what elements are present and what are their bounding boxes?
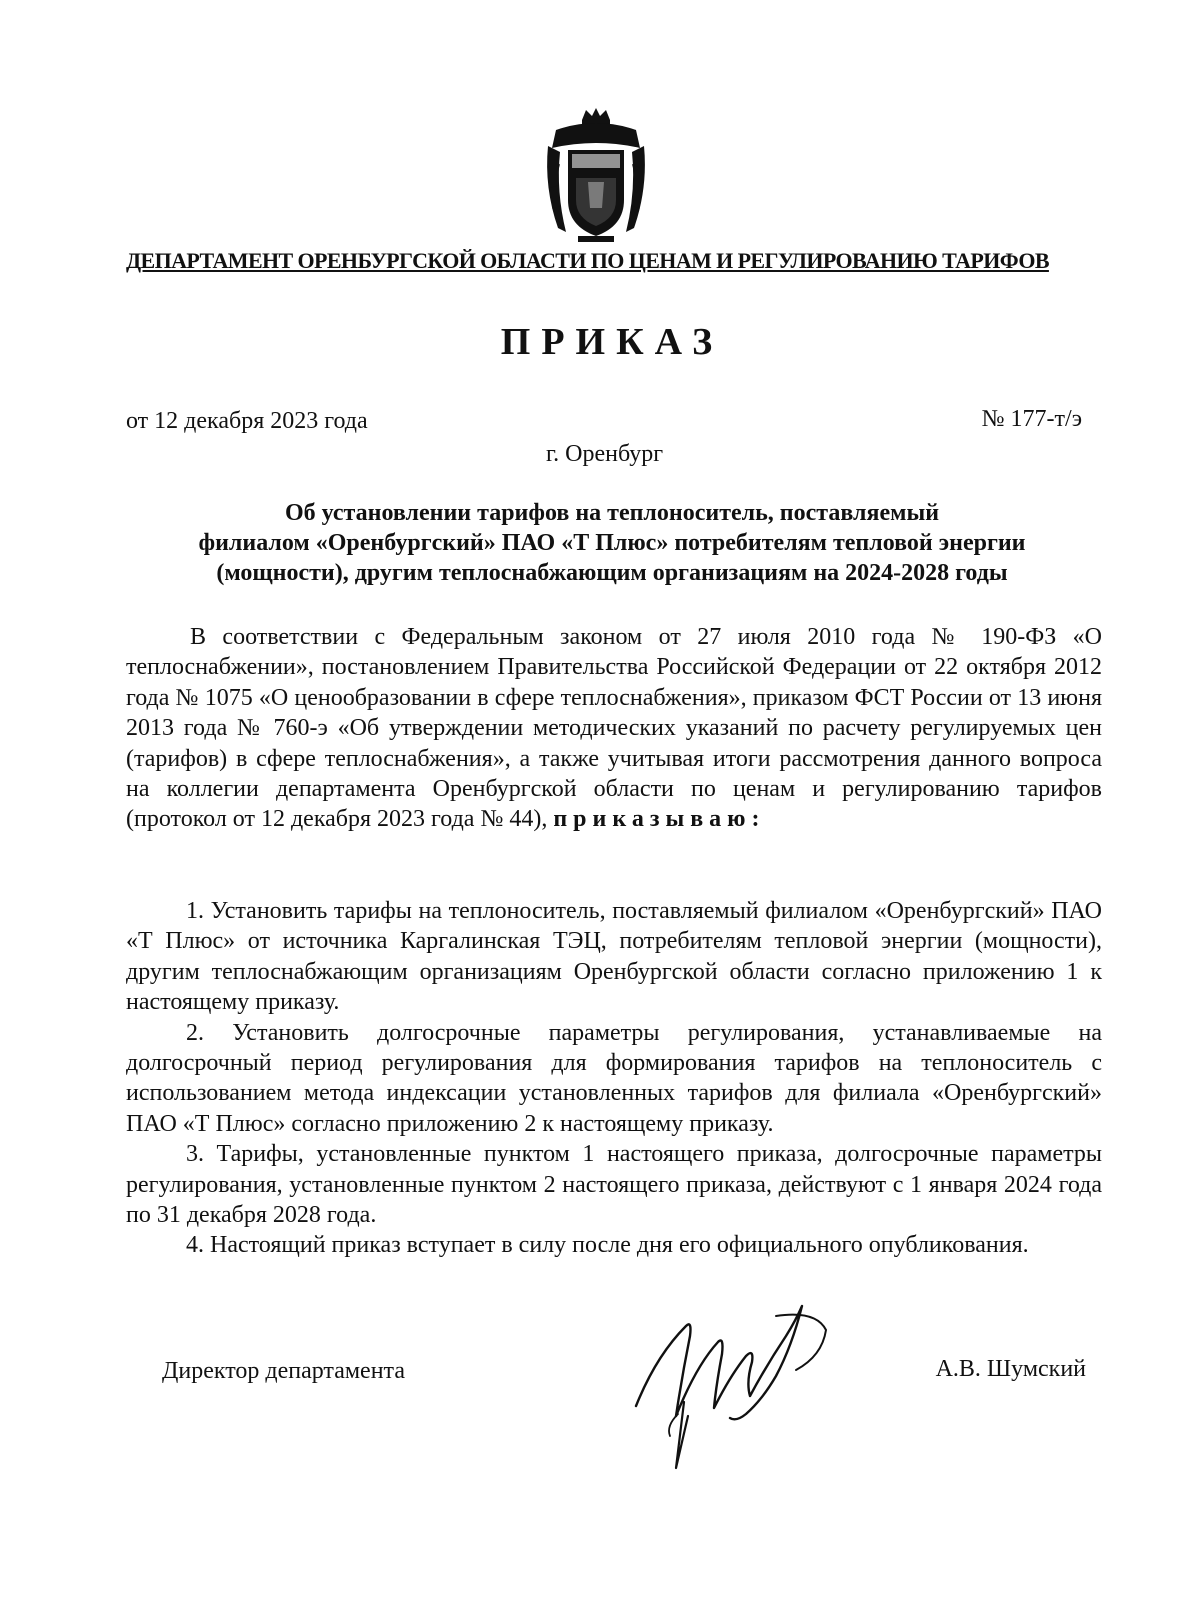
coat-of-arms-emblem	[542, 108, 650, 246]
order-item: 4. Настоящий приказ вступает в силу после дня его официального опубликования.	[186, 1232, 1029, 1259]
signatory-position: Директор департамента	[162, 1358, 405, 1384]
subject-line: филиалом «Оренбургский» ПАО «Т Плюс» потребителям тепловой энергии	[198, 530, 1026, 556]
handwritten-signature	[626, 1296, 836, 1476]
document-type-title: ПРИКАЗ	[500, 321, 724, 363]
order-date: от 12 декабря 2023 года	[126, 408, 368, 434]
order-word: приказываю:	[553, 806, 766, 833]
order-subject	[120, 498, 1104, 588]
department-name: ДЕПАРТАМЕНТ ОРЕНБУРГСКОЙ ОБЛАСТИ ПО ЦЕНАМ И РЕГУЛИРОВАНИЮ ТАРИФОВ	[126, 248, 1049, 273]
signatory-name: А.В. Шумский	[935, 1356, 1086, 1382]
order-item: 1. Установить тарифы на теплоноситель, поставляемый филиалом «Оренбургский» ПАО «Т Плюс» от источника Каргалинская ТЭЦ, потребителям тепловой энергии (мощности), другим теплоснабжающим организациям Оренбургской области согласно приложению 1 к настоящему приказу.	[126, 898, 1102, 1016]
preamble-paragraph	[126, 622, 1102, 835]
order-item: 3. Тарифы, установленные пунктом 1 настоящего приказа, долгосрочные параметры регулирования, установленные пунктом 2 настоящего приказа, действуют с 1 января 2024 года по 31 декабря 2028 года.	[126, 1141, 1102, 1229]
order-city: г. Оренбург	[546, 441, 664, 467]
order-items	[126, 896, 1102, 1261]
subject-line: Об установлении тарифов на теплоноситель, поставляемый	[284, 500, 940, 526]
order-item: 2. Установить долгосрочные параметры регулирования, устанавливаемые на долгосрочный период регулирования для формирования тарифов на теплоноситель с использованием метода индексации установленных тарифов для филиала «Оренбургский» ПАО «Т Плюс» согласно приложению 2 к настоящему приказу.	[126, 1019, 1102, 1137]
preamble-text: В соответствии с Федеральным законом от 27 июля 2010 года № 190-ФЗ «О теплоснабжении», постановлением Правительства Российской Федерации от 22 октября 2012 года № 1075 «О ценообразовании в сфере теплоснабжения», приказом ФСТ России от 13 июня 2013 года № 760-э «Об утверждении методических указаний по расчету регулируемых цен (тарифов) в сфере теплоснабжения», а также учитывая итоги рассмотрения данного вопроса на коллегии департамента Оренбургской области по ценам и регулированию тарифов (протокол от 12 декабря 2023 года № 44),	[126, 624, 1102, 833]
subject-line: (мощности), другим теплоснабжающим организациям на 2024-2028 годы	[216, 560, 1008, 586]
order-number: № 177-т/э	[981, 406, 1082, 432]
